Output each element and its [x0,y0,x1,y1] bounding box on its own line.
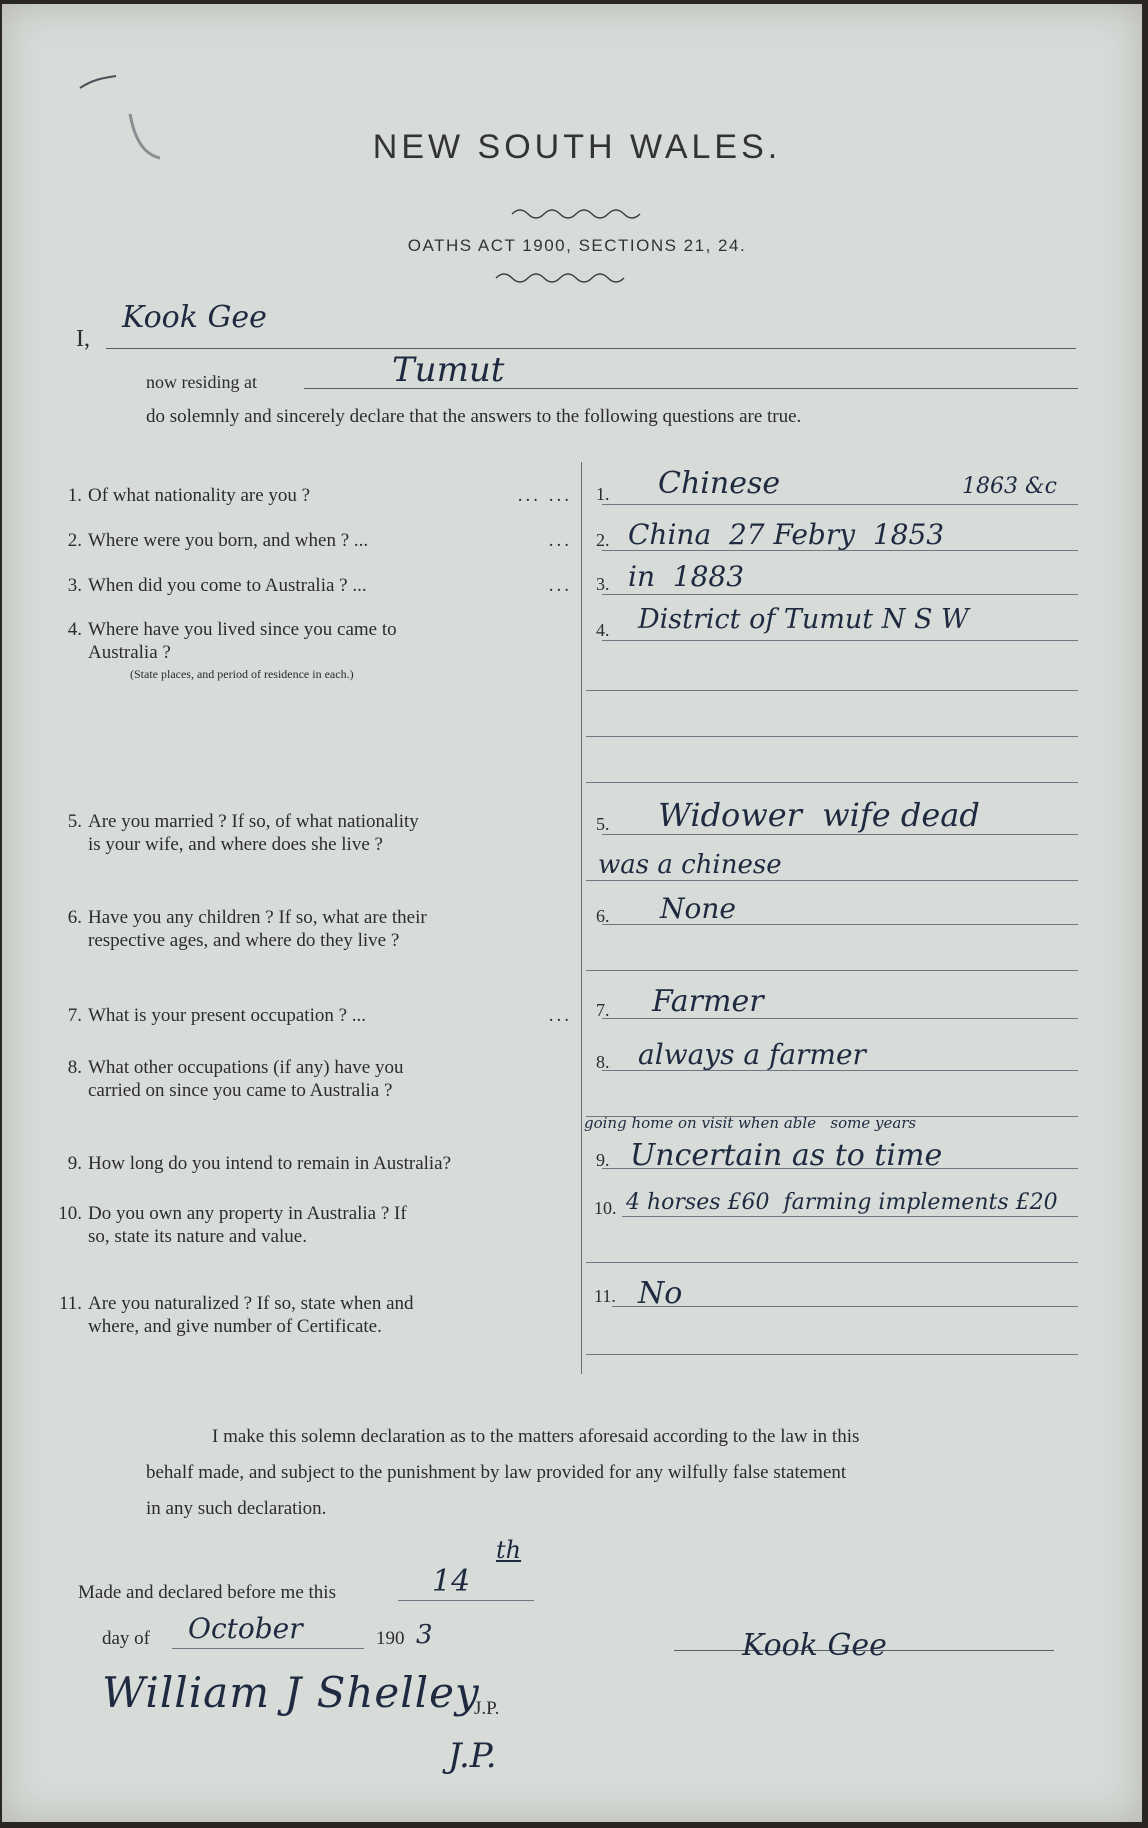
question-2: 2. Where were you born, and when ? ... ... [67,530,572,551]
question-10: 10. Do you own any property in Australia ? If so, state its nature and value. [58,1203,407,1247]
answer-3: in 1883 [628,560,745,593]
question-5: 5. Are you married ? If so, of what nationality is your wife, and where does she live ? [67,811,419,855]
day-value: 14 [432,1564,471,1599]
declaration-form [2,4,1142,1822]
answer-line-6b [586,970,1078,971]
answer-9: Uncertain as to time [630,1138,943,1173]
residing-label: now residing at [146,372,257,392]
answer-line-4b [586,690,1078,691]
answer-1-annotation: 1863 &c [962,474,1057,499]
page-subtitle: OATHS ACT 1900, SECTIONS 21, 24. [407,236,747,255]
answer-8: always a farmer [638,1038,866,1071]
declaration-line-1: I make this solemn declaration as to the matters aforesaid according to the law in this [212,1426,860,1447]
column-divider [581,462,582,1374]
answer-num-5: 5. [596,814,610,834]
declaration-line-3: in any such declaration. [146,1498,327,1519]
declarant-name: Kook Gee [122,300,267,335]
answer-num-3: 3. [596,574,610,594]
answer-5-continued: was a chinese [598,850,782,880]
question-4-note: (State places, and period of residence in each.) [130,667,354,681]
answer-num-11: 11. [594,1286,616,1306]
answer-1: Chinese [658,466,781,501]
day-suffix: th [496,1536,522,1564]
jp-signature: William J Shelley [102,1668,480,1717]
answer-line-4 [602,640,1078,641]
answer-7: Farmer [652,984,764,1019]
answer-11: No [638,1276,683,1311]
question-1: 1. Of what nationality are you ? ... ... [67,485,572,506]
question-6: 6. Have you any children ? If so, what are their respective ages, and where do they live ? [67,907,427,951]
answer-num-8: 8. [596,1052,610,1072]
answer-line-4c [586,736,1078,737]
jp-scrawl: J.P. [448,1736,497,1776]
answer-line-4d [586,782,1078,783]
residence-line [304,388,1078,389]
day-of-label: day of [102,1628,151,1649]
question-3: 3. When did you come to Australia ? ... ... [67,575,572,596]
answer-2: China 27 Febry 1853 [628,518,945,551]
month-value: October [188,1612,303,1645]
answer-num-7: 7. [596,1000,610,1020]
question-9: 9. How long do you intend to remain in Australia? [67,1153,452,1174]
question-7: 7. What is your present occupation ? ... ... [67,1005,572,1026]
declarant-prefix: I, [76,326,90,352]
answer-num-6: 6. [596,906,610,926]
answer-line-1 [602,504,1078,505]
question-11: 11. Are you naturalized ? If so, state when and where, and give number of Certificate. [58,1293,414,1337]
declarant-signature: Kook Gee [742,1628,887,1663]
jp-label: J.P. [474,1698,500,1719]
answer-num-2: 2. [596,530,610,550]
question-4: 4. Where have you lived since you came to Australia ? (State places, and period of residence in each.) [44,618,572,684]
answer-line-5 [602,834,1078,835]
answer-line-10b [586,1262,1078,1263]
residence-value: Tumut [392,350,505,390]
answer-num-9: 9. [596,1150,610,1170]
answer-4: District of Tumut N S W [638,604,969,635]
answer-line-10 [622,1216,1078,1217]
answer-line-11b [586,1354,1078,1355]
answer-num-1: 1. [596,484,610,504]
answer-line-3 [602,594,1078,595]
name-line [106,348,1076,349]
answer-10: 4 horses £60 farming implements £20 [626,1190,1058,1215]
declaration-statement: do solemnly and sincerely declare that the answers to the following questions are true. [146,406,802,427]
made-declared-label: Made and declared before me this [78,1582,336,1603]
answer-6: None [660,892,736,925]
flourish-top-icon [2,204,1148,222]
page-title: NEW SOUTH WALES. [372,128,782,166]
year-prefix: 190 [376,1628,405,1649]
question-8: 8. What other occupations (if any) have you carried on since you came to Australia ? [67,1057,404,1101]
answer-9-annotation: going home on visit when able some years [584,1114,917,1132]
answer-num-10: 10. [594,1198,617,1218]
answer-5: Widower wife dead [658,796,980,834]
month-line [172,1648,364,1649]
flourish-bottom-icon [2,268,1148,286]
answer-line-5b [586,880,1078,881]
year-value: 3 [416,1620,433,1650]
day-line [398,1600,534,1601]
declaration-line-2: behalf made, and subject to the punishment by law provided for any wilfully false statement [146,1462,847,1483]
answer-num-4: 4. [596,620,610,640]
